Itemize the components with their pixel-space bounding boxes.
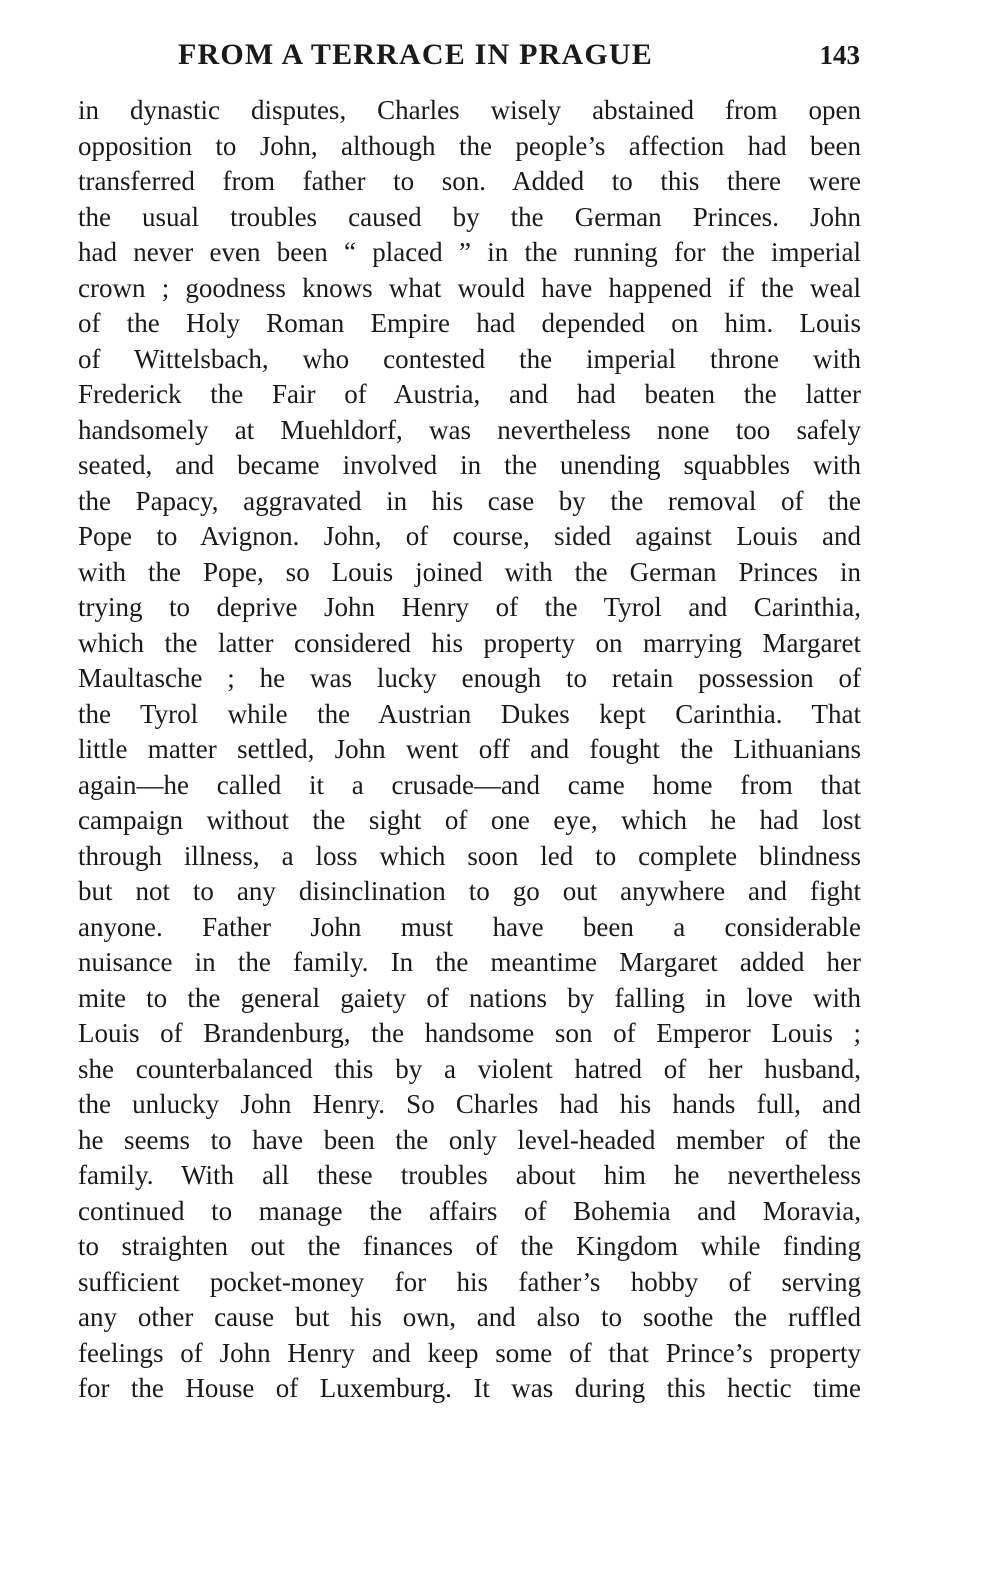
text-line: anyone. Father John must have been a considerable [78,911,861,942]
text-line: feelings of John Henry and keep some of that Prince’s property [78,1337,861,1368]
text-line: of Wittelsbach, who contested the imperial throne with [78,343,861,374]
text-line: campaign without the sight of one eye, which he had lost [78,805,861,835]
text-line: the Papacy, aggravated in his case by the removal of the [78,485,861,516]
text-line: seated, and became involved in the unending squabbles with [78,450,861,480]
text-line: Louis of Brandenburg, the handsome son of Emperor Louis ; [78,1018,861,1048]
text-line: which the latter considered his property on marrying Margaret [78,627,861,658]
text-line: to straighten out the finances of the Kingdom while finding [78,1231,861,1261]
text-line: Maultasche ; he was lucky enough to retain possession of [78,663,861,693]
text-line: mite to the general gaiety of nations by falling in love with [78,982,861,1013]
text-line: of the Holy Roman Empire had depended on him. Louis [78,308,861,338]
running-title: FROM A TERRACE IN PRAGUE [178,38,653,71]
text-line: crown ; goodness knows what would have happened if the weal [78,272,861,303]
text-line: the unlucky John Henry. So Charles had his hands full, and [78,1089,861,1119]
text-line: trying to deprive John Henry of the Tyrol and Carinthia, [78,592,861,622]
text-line: through illness, a loss which soon led to complete blindness [78,840,861,871]
text-line: in dynastic disputes, Charles wisely abstained from open [78,95,861,125]
text-line: continued to manage the affairs of Bohemia and Moravia, [78,1195,861,1226]
body-text [78,93,861,1407]
text-line: but not to any disinclination to go out anywhere and fight [78,876,861,906]
text-line: handsomely at Muehldorf, was nevertheless none too safely [78,414,861,445]
text-line: the Tyrol while the Austrian Dukes kept Carinthia. That [78,698,861,729]
text-line: sufficient pocket-money for his father’s hobby of serving [78,1266,861,1297]
text-line: family. With all these troubles about him he nevertheless [78,1160,861,1190]
text-line: nuisance in the family. In the meantime Margaret added her [78,947,861,977]
text-line: Frederick the Fair of Austria, and had beaten the latter [78,379,861,409]
running-head [78,33,866,77]
text-line: with the Pope, so Louis joined with the German Princes in [78,556,861,587]
text-line: for the House of Luxemburg. It was during this hectic time [78,1373,861,1403]
text-line: he seems to have been the only level-headed member of the [78,1124,861,1155]
page-number: 143 [819,40,860,70]
text-line: opposition to John, although the people’s affection had been [78,130,861,161]
text-line: she counterbalanced this by a violent hatred of her husband, [78,1053,861,1084]
text-line: any other cause but his own, and also to soothe the ruffled [78,1302,861,1332]
text-line: had never even been “ placed ” in the running for the imperial [78,237,861,267]
text-line: again—he called it a crusade—and came home from that [78,769,861,800]
text-line: transferred from father to son. Added to this there were [78,166,861,196]
text-line: Pope to Avignon. John, of course, sided against Louis and [78,521,861,551]
text-line: little matter settled, John went off and fought the Lithuanians [78,734,861,764]
text-line: the usual troubles caused by the German Princes. John [78,201,861,232]
